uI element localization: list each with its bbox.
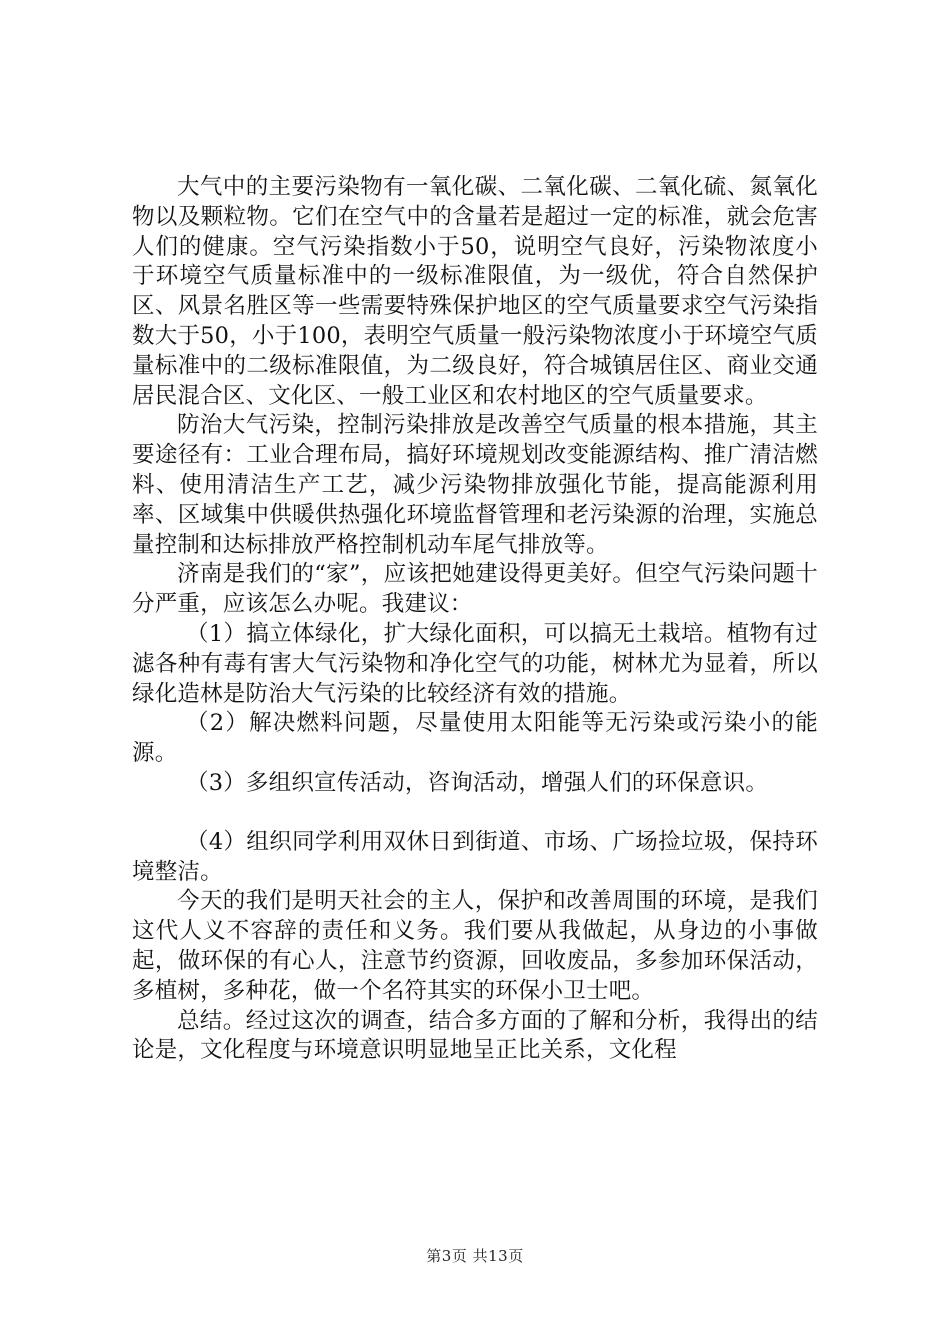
paragraph-responsibility: 今天的我们是明天社会的主人，保护和改善周围的环境，是我们这代人义不容辞的责任和义务。我们要从我做起，从身边的小事做起，做环保的有心人，注意节约资源，回收废品，多参加环保活动，多植树，多种花，做一个名符其实的环保小卫士吧。: [132, 888, 818, 1004]
list-item-fuel: （2）解决燃料问题，尽量使用太阳能等无污染或污染小的能源。: [132, 710, 818, 767]
document-body: [132, 173, 818, 1066]
paragraph-air-pollutants: 大气中的主要污染物有一氧化碳、二氧化碳、二氧化硫、氮氧化物以及颗粒物。它们在空气中的含量若是超过一定的标准，就会危害人们的健康。空气污染指数小于50，说明空气良好，污染物浓度小于环境空气质量标准中的一级标准限值，为一级优，符合自然保护区、风景名胜区等一些需要特殊保护地区的空气质量要求空气污染指数大于50，小于100，表明空气质量一般污染物浓度小于环境空气质量标准中的二级标准限值，为二级良好，符合城镇居住区、商业交通居民混合区、文化区、一般工业区和农村地区的空气质量要求。: [132, 174, 818, 409]
list-item-cleanup: （4）组织同学利用双休日到街道、市场、广场捡垃圾，保持环境整洁。: [132, 828, 818, 885]
paragraph-prevention-measures: 防治大气污染，控制污染排放是改善空气质量的根本措施，其主要途径有：工业合理布局，搞好环境规划改变能源结构、推广清洁燃料、使用清洁生产工艺，减少污染物排放强化节能，提高能源利用率、区域集中供暖供热强化环境监督管理和老污染源的治理，实施总量控制和达标排放严格控制机动车尾气排放等。: [132, 412, 818, 558]
paragraph-summary: 总结。经过这次的调查，结合多方面的了解和分析，我得出的结论是，文化程度与环境意识明显地呈正比关系，文化程: [132, 1007, 818, 1064]
list-item-greening: （1）搞立体绿化，扩大绿化面积，可以搞无土栽培。植物有过滤各种有毒有害大气污染物和净化空气的功能，树林尤为显着，所以绿化造林是防治大气污染的比较经济有效的措施。: [132, 620, 818, 707]
paragraph-jinan-suggestion: 济南是我们的“家”，应该把她建设得更美好。但空气污染问题十分严重，应该怎么办呢。我建议：: [132, 561, 818, 618]
page-number-footer: 第3页 共13页: [426, 1247, 524, 1265]
list-item-publicity: （3）多组织宣传活动，咨询活动，增强人们的环保意识。: [186, 769, 769, 796]
